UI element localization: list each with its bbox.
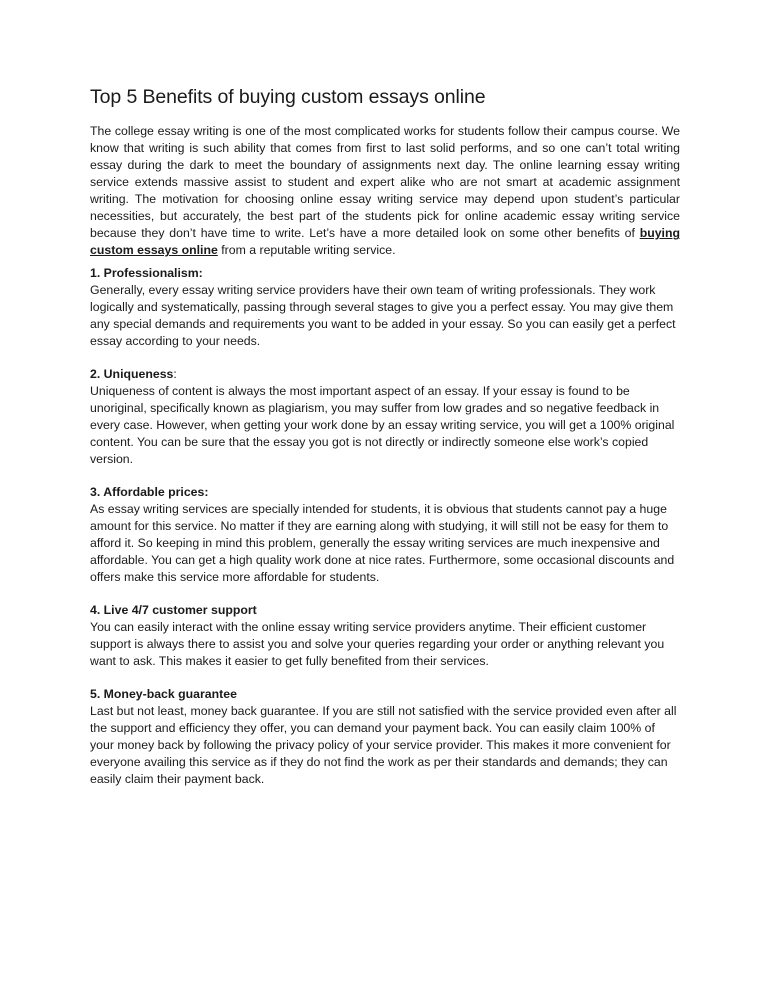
section-body: Uniqueness of content is always the most important aspect of an essay. If your essay is found to be unoriginal, specifically known as plagiarism, you may suffer from low grades and so negative feedback in every case. However, when getting your work done by an essay writing service, you will get a 100% original content. You can be sure that the essay you got is not directly or indirectly someone else work’s copied version. — [90, 384, 675, 467]
section-affordable-prices — [90, 484, 680, 586]
section-heading — [90, 602, 680, 619]
section-heading-text: 1. Professionalism: — [90, 266, 203, 281]
section-body: Generally, every essay writing service providers have their own team of writing professionals. They work logically and systematically, passing through several stages to give you a perfect essay. You may give them any special demands and requirements you want to be added in your essay. So you can easily get a perfect essay according to your needs. — [90, 283, 676, 349]
section-uniqueness — [90, 366, 680, 468]
section-heading — [90, 484, 680, 501]
section-heading-text: 4. Live 4/7 customer support — [90, 603, 257, 618]
intro-text-after-link: from a reputable writing service. — [217, 243, 396, 258]
intro-paragraph — [90, 123, 680, 259]
section-heading — [90, 366, 680, 383]
section-customer-support — [90, 602, 680, 670]
section-body: Last but not least, money back guarantee. If you are still not satisfied with the service provided even after all the support and efficiency they offer, you can demand your payment back. You can easily claim 100% of your money back by following the privacy policy of your service provider. This makes it more convenient for everyone availing this service as if they do not find the work as per their standards and demands; they can easily claim their payment back. — [90, 704, 677, 787]
section-heading-text: 3. Affordable prices: — [90, 485, 209, 500]
intro-text-before-link: The college essay writing is one of the most complicated works for students follow their campus course. We know that writing is such ability that comes from first to last solid performs, and so one can’t total writing essay during the dark to meet the boundary of assignments next day. The online learning essay writing service extends massive assist to student and expert alike who are not smart at academic assignment writing. The motivation for choosing online essay writing service may depend upon student’s particular necessities, but accurately, the best part of the students pick for online academic essay writing service because they don’t have time to write. Let’s have a more detailed look on some other benefits of — [90, 124, 680, 241]
section-heading-text: 2. Uniqueness — [90, 367, 174, 382]
section-body: You can easily interact with the online essay writing service providers anytime. Their efficient customer support is always there to assist you and solve your queries regarding your order or anything relevant you want to ask. This makes it easier to get fully benefited from their services. — [90, 620, 665, 669]
section-heading — [90, 686, 680, 703]
section-professionalism — [90, 265, 680, 350]
section-heading — [90, 265, 680, 282]
section-body: As essay writing services are specially intended for students, it is obvious that students cannot pay a huge amount for this service. No matter if they are earning along with studying, it will still not be easy for them to afford it. So keeping in mind this problem, generally the essay writing services are much inexpensive and affordable. You can get a high quality work done at nice rates. Furthermore, some occasional discounts and offers make this service more affordable for students. — [90, 502, 675, 585]
section-heading-text: 5. Money-back guarantee — [90, 687, 237, 702]
document-page — [90, 86, 680, 804]
section-heading-suffix: : — [173, 367, 177, 382]
section-money-back-guarantee — [90, 686, 680, 788]
document-title: Top 5 Benefits of buying custom essays online — [90, 86, 486, 108]
buying-custom-essays-link[interactable]: buying custom essays online — [90, 226, 680, 258]
